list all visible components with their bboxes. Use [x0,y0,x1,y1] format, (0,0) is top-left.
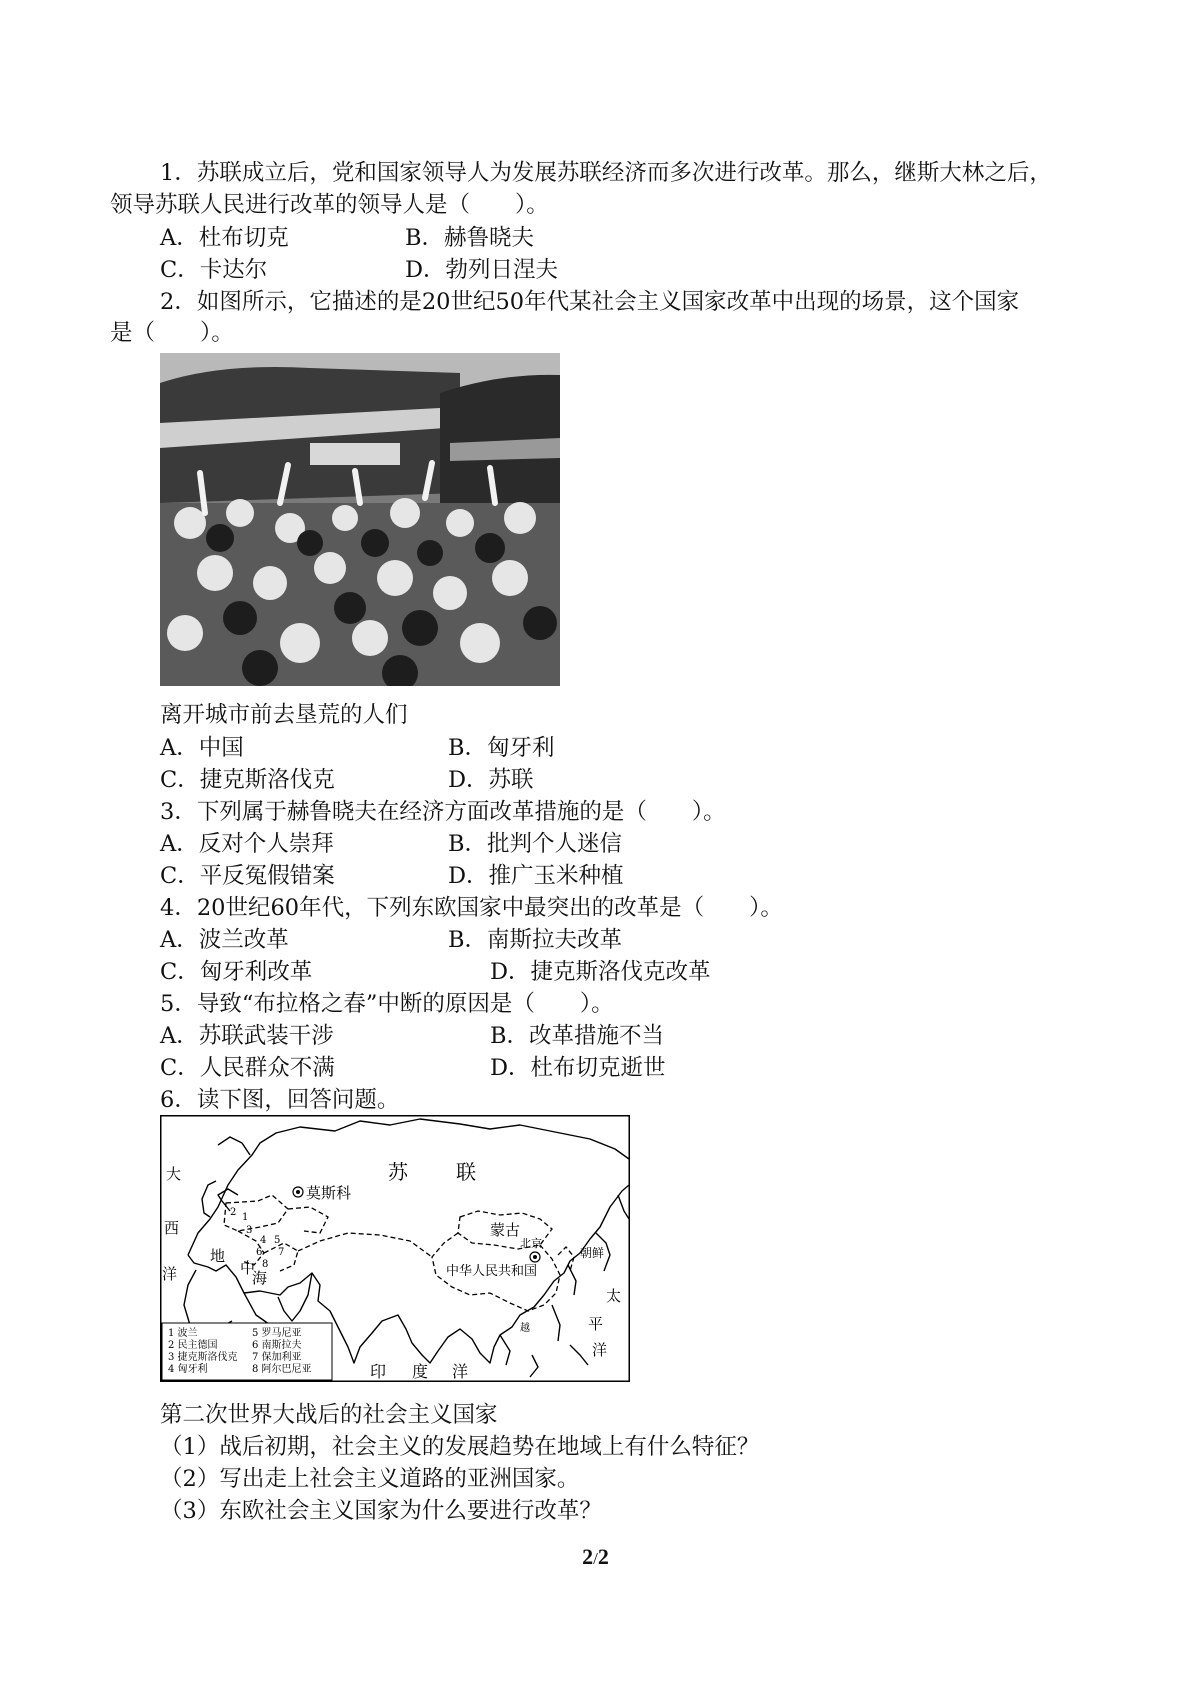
map-number-8: 8 [262,1259,269,1270]
q6-subquestion-2: （2）写出走上社会主义道路的亚洲国家。 [160,1466,580,1492]
q1-text-line2: 领导苏联人民进行改革的领导人是（ ）。 [110,192,549,218]
map-label-moscow: 莫斯科 [306,1184,352,1202]
q5-text: 5．导致“布拉格之春”中断的原因是（ ）。 [160,991,614,1017]
map-label-indian-2: 度 [412,1362,429,1381]
legend-item-8: 8 阿尔巴尼亚 [252,1364,312,1375]
legend-item-4: 4 匈牙利 [168,1364,208,1375]
map-label-beijing: 北京 [520,1237,542,1250]
q2-text-line1: 2．如图所示，它描述的是20世纪50年代某社会主义国家改革中出现的场景，这个国家 [160,289,1020,315]
q5-option-b: B．改革措施不当 [490,1023,665,1049]
q2-text-line2: 是（ ）。 [110,320,234,346]
q2-option-b: B．匈牙利 [448,735,555,761]
q1-option-b: B．赫鲁晓夫 [405,225,535,251]
q5-option-d: D．杜布切克逝世 [490,1055,666,1081]
map-number-5: 5 [274,1235,281,1246]
q4-option-d: D．捷克斯洛伐克改革 [490,959,711,985]
q6-text: 6．读下图，回答问题。 [160,1087,400,1113]
q1-option-c: C．卡达尔 [160,257,268,283]
map-number-3: 3 [246,1225,253,1236]
map-label-ussr-2: 联 [456,1160,476,1184]
q5-option-a: A．苏联武装干涉 [160,1023,334,1049]
page-separator: / [593,1549,598,1568]
q3-option-c: C．平反冤假错案 [160,863,335,889]
map-label-ussr-1: 苏 [388,1160,408,1184]
page-total: 2 [597,1544,609,1569]
map-number-4: 4 [260,1235,267,1246]
map-number-1: 1 [242,1212,249,1223]
legend-item-2: 2 民主德国 [168,1340,218,1351]
legend-item-6: 6 南斯拉夫 [252,1340,302,1351]
legend-item-1: 1 波兰 [168,1328,198,1339]
q1-option-d: D．勃列日涅夫 [405,257,559,283]
map-label-atlantic-1: 大 [166,1165,182,1183]
legend-item-7: 7 保加利亚 [252,1352,302,1363]
map-label-indian-1: 印 [370,1362,387,1381]
map-label-pacific-1: 太 [606,1287,622,1305]
map-label-pacific-2: 平 [588,1315,604,1333]
q1-option-a: A．杜布切克 [160,225,289,251]
q4-option-b: B．南斯拉夫改革 [448,927,623,953]
map-number-6: 6 [256,1247,263,1258]
map-label-atlantic-3: 洋 [162,1265,178,1283]
map-caption: 第二次世界大战后的社会主义国家 [160,1402,498,1428]
q6-subquestion-3: （3）东欧社会主义国家为什么要进行改革？ [160,1498,602,1524]
map-label-mongolia: 蒙古 [490,1221,521,1239]
photo-caption: 离开城市前去垦荒的人们 [160,702,408,728]
page-current: 2 [582,1544,594,1569]
q4-option-c: C．匈牙利改革 [160,959,313,985]
q2-option-a: A．中国 [160,735,244,761]
q2-option-c: C．捷克斯洛伐克 [160,767,335,793]
legend-item-3: 3 捷克斯洛伐克 [168,1352,238,1363]
map-number-7: 7 [278,1247,285,1258]
q4-option-a: A．波兰改革 [160,927,289,953]
q3-text: 3．下列属于赫鲁晓夫在经济方面改革措施的是（ ）。 [160,799,726,825]
map-label-vietnam: 越 [520,1323,530,1334]
q3-option-a: A．反对个人崇拜 [160,831,334,857]
q5-option-c: C．人民群众不满 [160,1055,335,1081]
q4-text: 4．20世纪60年代，下列东欧国家中最突出的改革是（ ）。 [160,895,783,921]
q6-subquestion-1: （1）战后初期，社会主义的发展趋势在地域上有什么特征？ [160,1434,760,1460]
map-label-atlantic-2: 西 [164,1219,180,1237]
map-label-prc: 中华人民共和国 [446,1264,538,1279]
map-label-korea: 朝鲜 [580,1246,605,1260]
map-number-2: 2 [230,1207,237,1218]
legend-item-5: 5 罗马尼亚 [252,1328,302,1339]
map-label-med-1: 地 [210,1247,226,1265]
map-label-pacific-3: 洋 [592,1341,608,1359]
map-label-med-2: 中 [240,1259,256,1277]
map-label-indian-3: 洋 [452,1362,469,1381]
q1-text-line1: 1．苏联成立后，党和国家领导人为发展苏联经济而多次进行改革。那么，继斯大林之后， [160,160,1052,186]
page-number [0,1544,1191,1570]
socialist-countries-map [160,1115,630,1382]
q3-option-d: D．推广玉米种植 [448,863,624,889]
reclamation-photo [160,353,560,686]
q3-option-b: B．批判个人迷信 [448,831,623,857]
map-label-med-3: 海 [252,1269,268,1287]
q2-option-d: D．苏联 [448,767,534,793]
